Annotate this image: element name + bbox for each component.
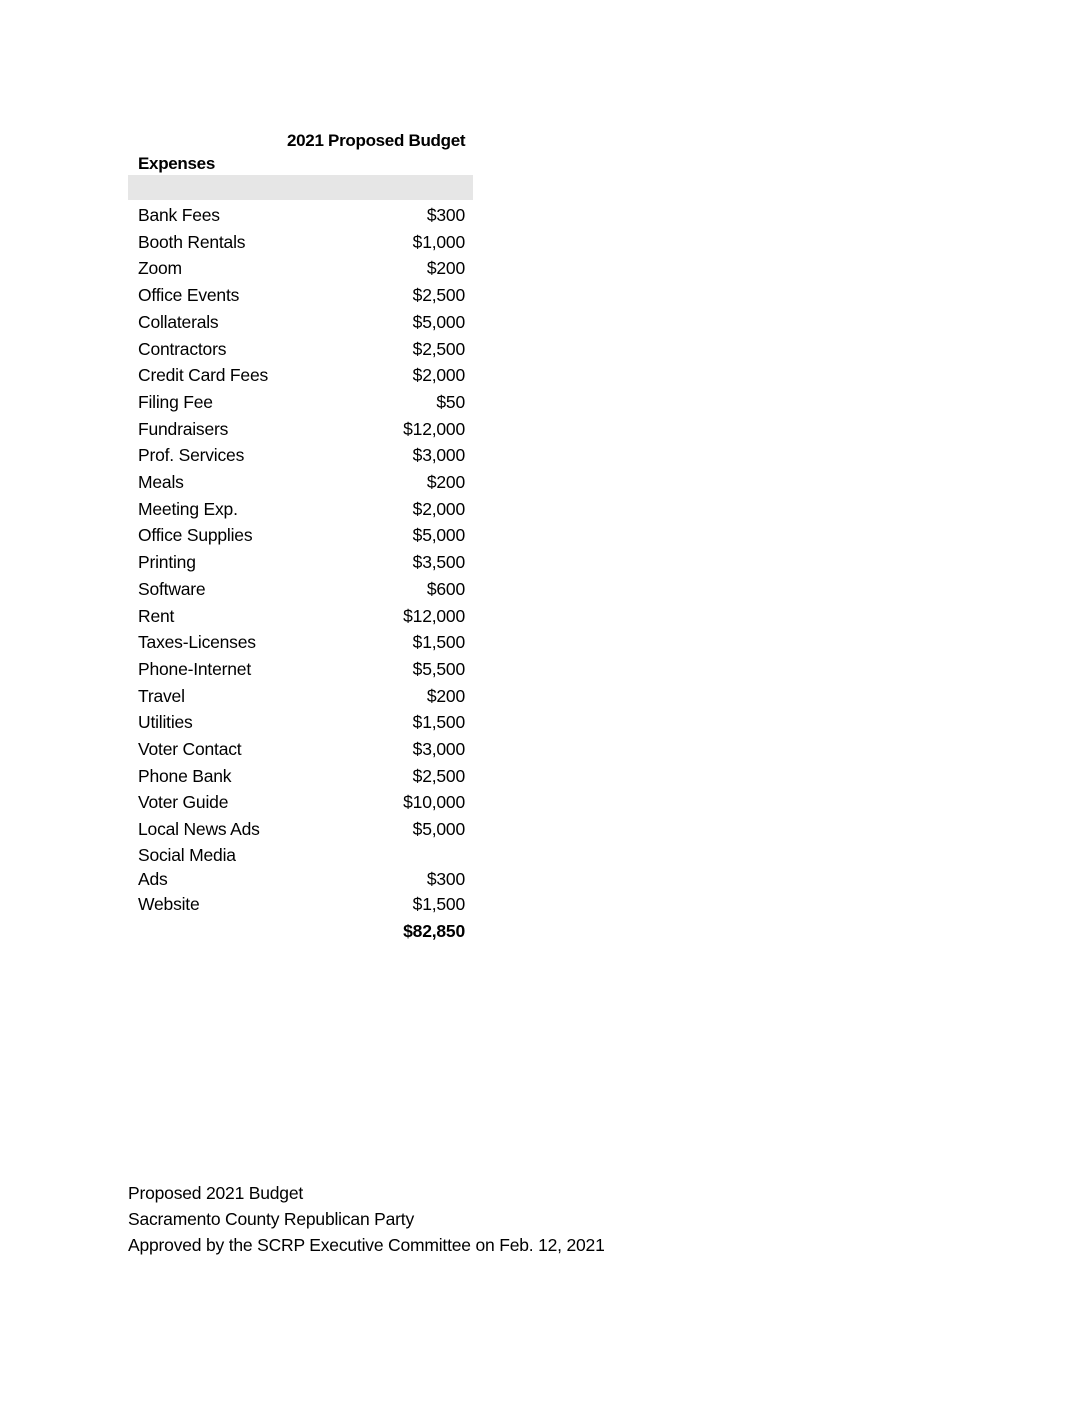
expense-amount: $5,000: [412, 311, 465, 332]
expense-amount: $12,000: [403, 418, 465, 439]
expense-amount: $200: [426, 258, 465, 279]
table-row: [138, 255, 465, 282]
expense-label: Local News Ads: [138, 819, 260, 840]
table-row: [138, 469, 465, 496]
expenses-column-header: Expenses: [138, 154, 215, 173]
table-row: [138, 309, 465, 336]
table-row: [138, 282, 465, 309]
expense-label: Voter Contact: [138, 739, 242, 760]
expense-amount: $300: [426, 868, 465, 889]
table-row: [138, 789, 465, 816]
table-row: [138, 389, 465, 416]
expense-amount: $3,000: [412, 445, 465, 466]
expense-label: Website: [138, 893, 200, 914]
table-row: [138, 816, 465, 843]
expense-table-body: [138, 202, 465, 944]
table-row: [138, 442, 465, 469]
footer-title: Proposed 2021 Budget: [128, 1183, 304, 1203]
expense-label: Contractors: [138, 338, 227, 359]
expense-amount: $300: [426, 205, 465, 225]
expense-amount: $200: [426, 685, 465, 706]
expense-amount: $50: [436, 391, 465, 412]
expense-amount: $10,000: [403, 792, 465, 813]
expense-amount: $2,000: [412, 498, 465, 519]
total-row: [138, 918, 465, 945]
expense-amount: $600: [426, 578, 465, 599]
footer-organization: Sacramento County Republican Party: [128, 1209, 414, 1229]
table-row: [138, 522, 465, 549]
table-row: [138, 576, 465, 603]
expense-label: Zoom: [138, 258, 182, 279]
table-row: [138, 656, 465, 683]
expense-amount: $2,500: [412, 285, 465, 306]
table-row: [138, 549, 465, 576]
expense-label: Office Events: [138, 285, 240, 306]
expense-label: Social Media Ads: [138, 844, 236, 889]
expense-label: Fundraisers: [138, 418, 229, 439]
document-footer: [128, 1180, 605, 1258]
expense-amount: $3,000: [412, 739, 465, 760]
expense-label: Phone Bank: [138, 765, 232, 786]
expense-label: Collaterals: [138, 311, 219, 332]
table-row: [138, 336, 465, 363]
table-row: [138, 362, 465, 389]
budget-column-header: 2021 Proposed Budget: [287, 131, 466, 150]
expense-label: Voter Guide: [138, 792, 229, 813]
expense-label: Filing Fee: [138, 391, 213, 412]
expense-amount: $2,000: [412, 365, 465, 386]
expense-amount: $1,500: [412, 893, 465, 914]
header-shade-bar: [128, 175, 473, 200]
expense-amount: $200: [426, 472, 465, 493]
expense-amount: $2,500: [412, 765, 465, 786]
table-row: [138, 629, 465, 656]
expense-amount: $5,000: [412, 525, 465, 546]
expense-amount: $1,000: [412, 231, 465, 252]
expense-label: Phone-Internet: [138, 658, 251, 679]
expense-amount: $3,500: [412, 552, 465, 573]
table-row: [138, 416, 465, 443]
table-row: [138, 202, 465, 229]
expense-label: Taxes-Licenses: [138, 632, 256, 653]
expense-label: Bank Fees: [138, 205, 220, 225]
expense-amount: $5,500: [412, 658, 465, 679]
expense-label: Meals: [138, 472, 184, 493]
expense-label: Prof. Services: [138, 445, 245, 466]
expense-label: Travel: [138, 685, 185, 706]
table-row: [138, 683, 465, 710]
table-row: [138, 603, 465, 630]
table-row: [138, 843, 465, 891]
expense-label: Utilities: [138, 712, 193, 733]
table-row: [138, 229, 465, 256]
expense-label: Printing: [138, 552, 196, 573]
table-row: [138, 736, 465, 763]
expense-amount: $2,500: [412, 338, 465, 359]
expense-amount: $12,000: [403, 605, 465, 626]
footer-approval-note: Approved by the SCRP Executive Committee on Feb. 12, 2021: [128, 1235, 605, 1255]
expense-label: Rent: [138, 605, 175, 626]
table-row: [138, 763, 465, 790]
expense-label: Office Supplies: [138, 525, 253, 546]
table-row: [138, 709, 465, 736]
expense-label: Meeting Exp.: [138, 498, 238, 519]
table-row: [138, 891, 465, 918]
expense-label: Booth Rentals: [138, 231, 246, 252]
expense-amount: $1,500: [412, 712, 465, 733]
total-amount: $82,850: [403, 920, 465, 941]
expense-label: Software: [138, 578, 206, 599]
expense-amount: $5,000: [412, 819, 465, 840]
expense-amount: $1,500: [412, 632, 465, 653]
expense-label: Credit Card Fees: [138, 365, 269, 386]
table-row: [138, 496, 465, 523]
